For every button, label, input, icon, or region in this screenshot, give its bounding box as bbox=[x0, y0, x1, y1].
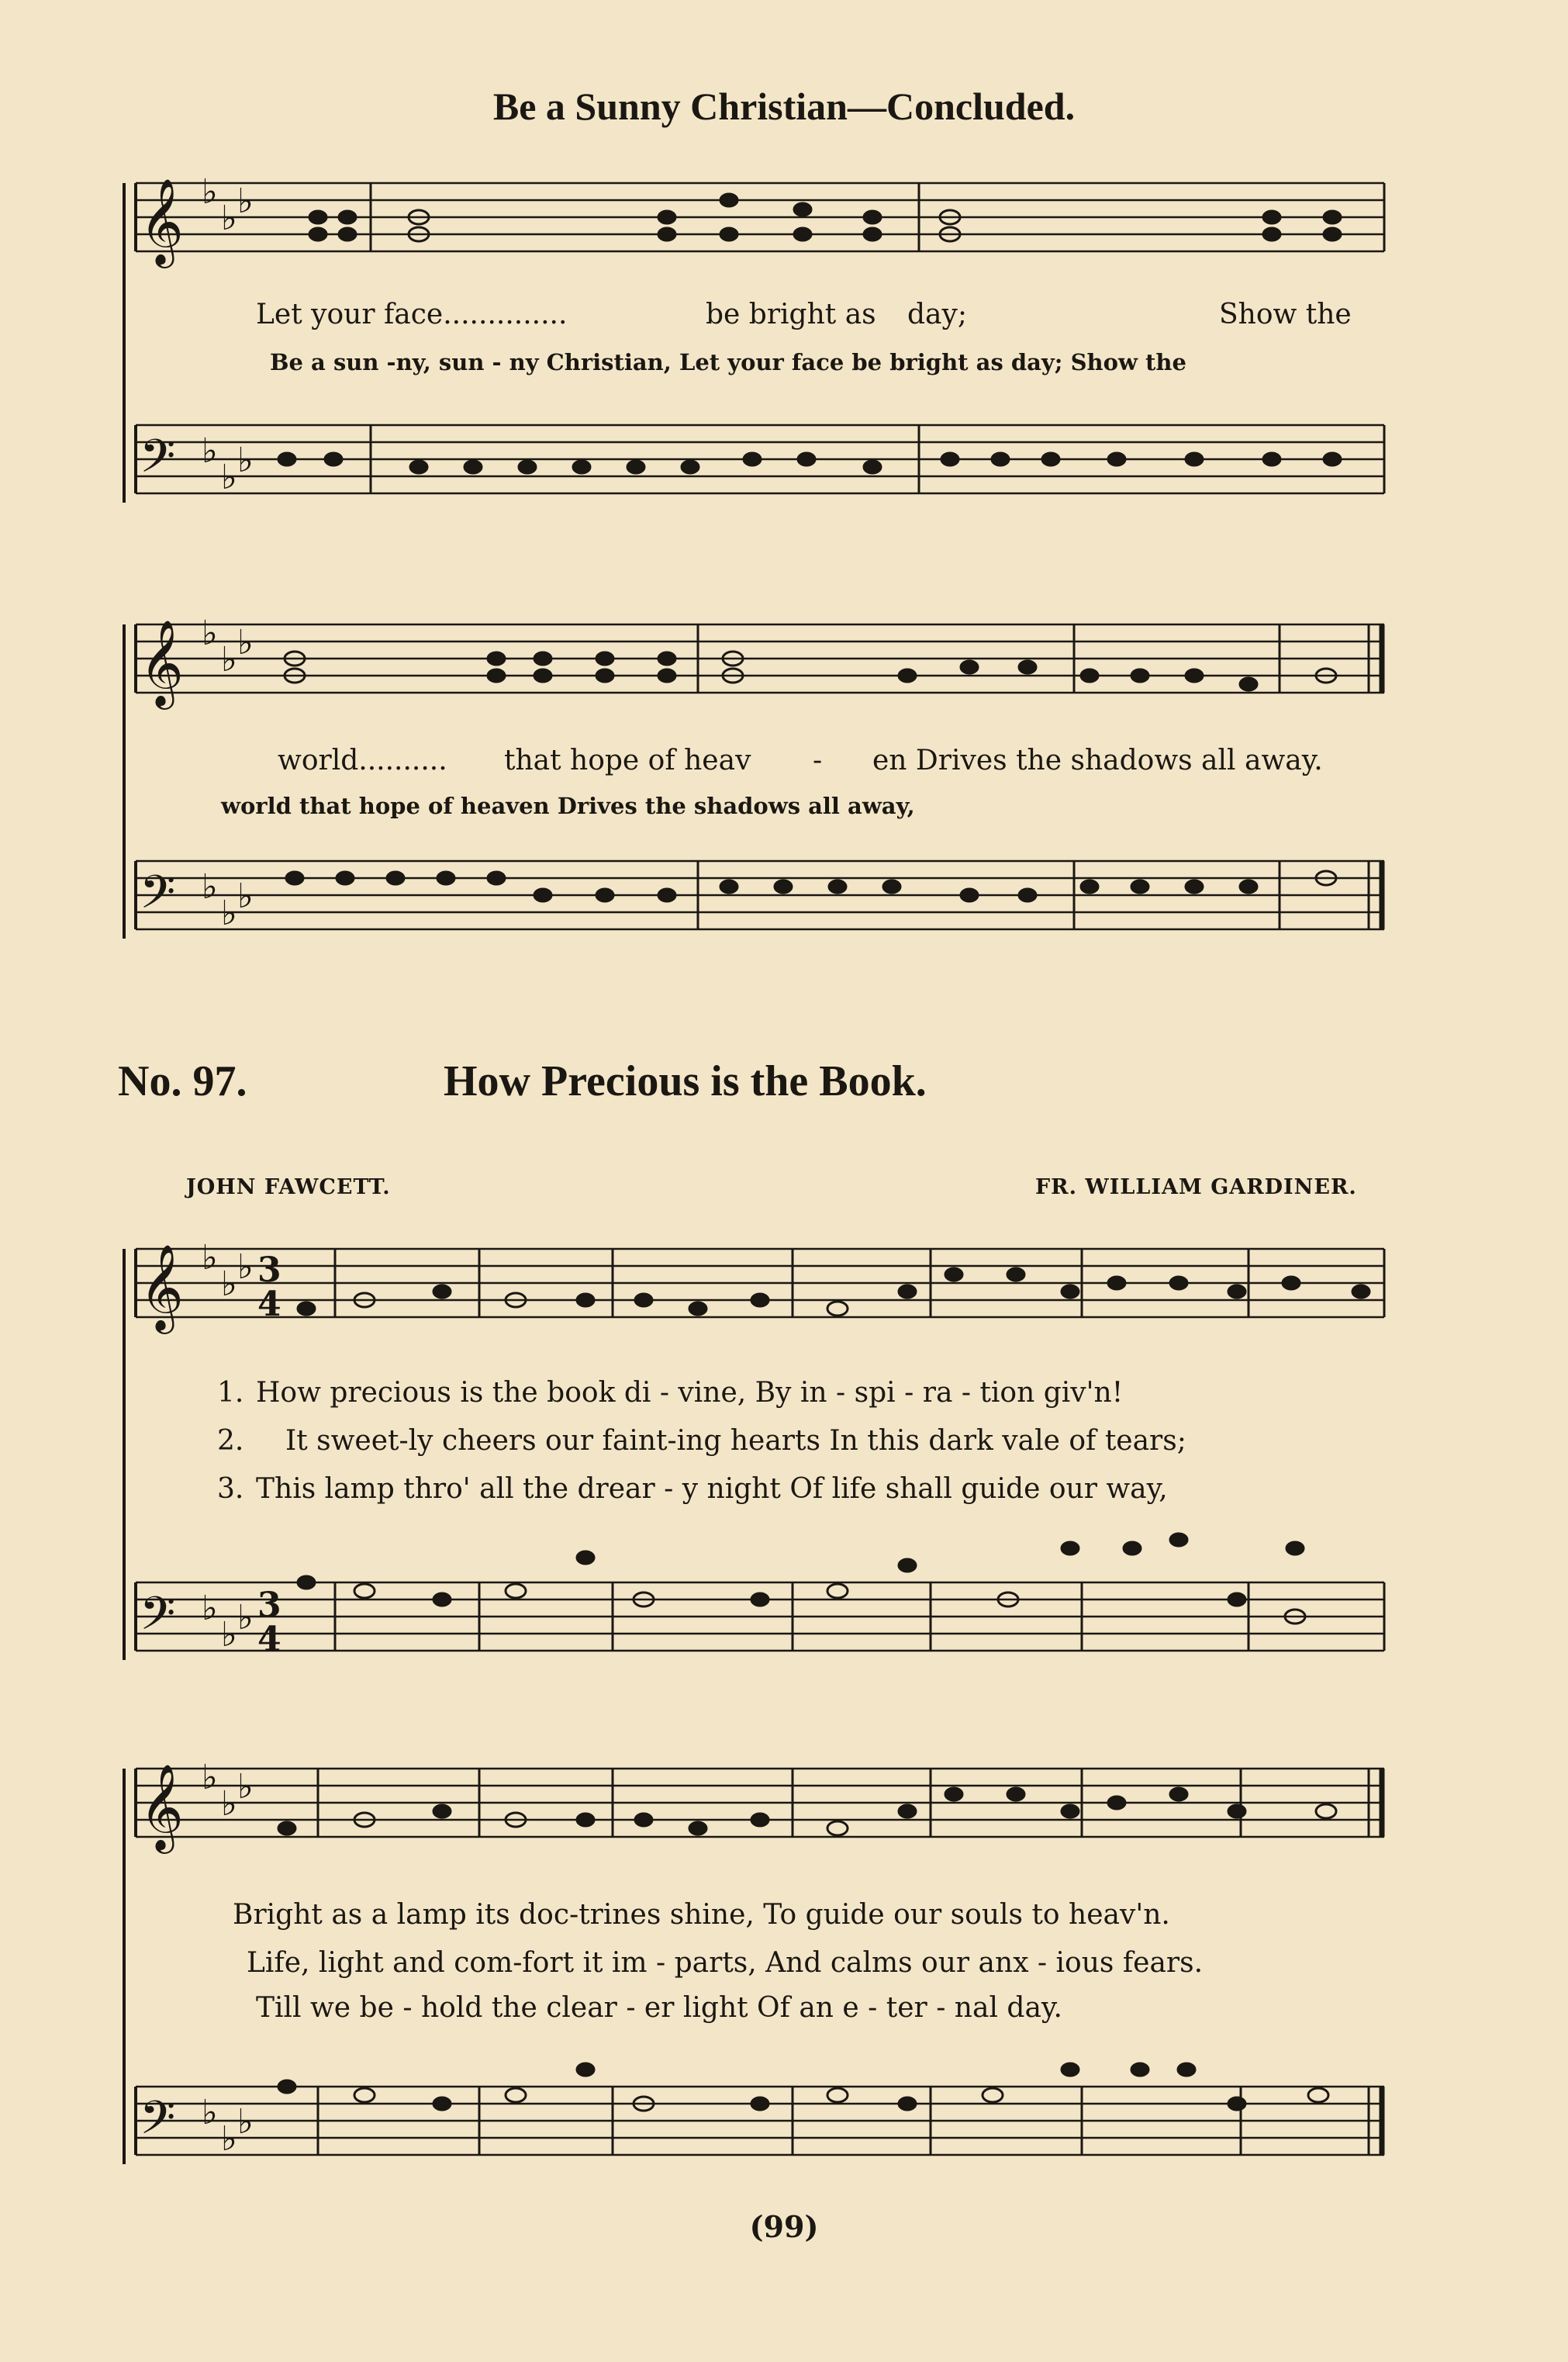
treble-clef-icon: 𝄞 bbox=[140, 1243, 184, 1330]
page-number: (99) bbox=[749, 2209, 819, 2244]
hymn-title: How Precious is the Book. bbox=[444, 1057, 927, 1105]
svg-text:♭: ♭ bbox=[237, 1598, 254, 1637]
lyric-line: Let your face.............. bbox=[256, 299, 568, 330]
lyric-line: day; bbox=[907, 299, 967, 330]
svg-text:♭: ♭ bbox=[221, 1615, 237, 1655]
lyric-line: be bright as bbox=[706, 299, 876, 330]
svg-text:♭: ♭ bbox=[221, 894, 237, 933]
verse-line: Bright as a lamp its doc-trines shine, To guide our souls to heav'n. bbox=[233, 1899, 1170, 1931]
lyric-line: world.......... bbox=[278, 745, 447, 776]
verse-line: How precious is the book di - vine, By in - spi - ra - tion giv'n! bbox=[256, 1377, 1124, 1409]
svg-text:♭: ♭ bbox=[202, 867, 218, 907]
treble-clef-icon: 𝄞 bbox=[140, 1763, 184, 1850]
verse-number: 2. bbox=[217, 1425, 244, 1457]
bass-clef-icon: 𝄢 bbox=[140, 1586, 176, 1651]
verse-number: 1. bbox=[217, 1377, 244, 1409]
svg-text:3: 3 bbox=[257, 1250, 281, 1290]
svg-text:♭: ♭ bbox=[221, 640, 237, 680]
verse-line: This lamp thro' all the drear - y night Of life shall guide our way, bbox=[256, 1473, 1168, 1505]
svg-text:♭: ♭ bbox=[237, 623, 254, 662]
bass-lyric-line: Be a sun -ny, sun - ny Christian, Let your face be bright as day; Show the bbox=[270, 349, 1186, 375]
lyric-line: en Drives the shadows all away. bbox=[872, 745, 1323, 776]
svg-text:3: 3 bbox=[257, 1586, 281, 1625]
svg-text:♭: ♭ bbox=[221, 458, 237, 497]
bass-lyric-line: world that hope of heaven Drives the shadows all away, bbox=[221, 793, 915, 819]
svg-text:4: 4 bbox=[257, 1620, 281, 1659]
verse-line: It sweet-ly cheers our faint-ing hearts In this dark vale of tears; bbox=[285, 1425, 1186, 1457]
svg-text:♭: ♭ bbox=[221, 1784, 237, 1824]
svg-text:♭: ♭ bbox=[221, 2119, 237, 2159]
hymn-number: No. 97. bbox=[118, 1057, 247, 1105]
svg-text:♭: ♭ bbox=[237, 1247, 254, 1287]
lyric-line: Show the bbox=[1219, 299, 1352, 330]
verse-number: 3. bbox=[217, 1473, 244, 1505]
svg-text:♭: ♭ bbox=[237, 1767, 254, 1807]
svg-text:♭: ♭ bbox=[221, 199, 237, 238]
svg-text:♭: ♭ bbox=[237, 441, 254, 480]
lyric-line: that hope of heav bbox=[504, 745, 751, 776]
barlines-a2 bbox=[698, 624, 1382, 929]
svg-text:4: 4 bbox=[257, 1285, 281, 1324]
svg-text:♭: ♭ bbox=[202, 614, 218, 653]
bass-clef-icon: 𝄢 bbox=[140, 429, 176, 494]
verse-line: Till we be - hold the clear - er light Of an e - ter - nal day. bbox=[256, 1992, 1062, 2024]
svg-text:♭: ♭ bbox=[237, 2102, 254, 2142]
bass-staff-a2 bbox=[136, 861, 1384, 929]
svg-text:♭: ♭ bbox=[202, 1238, 218, 1278]
composer-credit: FR. WILLIAM GARDINER. bbox=[1035, 1175, 1357, 1199]
note-heads bbox=[278, 194, 1369, 2111]
lyric-line: - bbox=[813, 745, 823, 776]
svg-text:♭: ♭ bbox=[202, 1589, 218, 1628]
svg-text:♭: ♭ bbox=[237, 182, 254, 221]
treble-clef-icon: 𝄞 bbox=[140, 619, 184, 706]
treble-clef-icon: 𝄞 bbox=[140, 178, 184, 265]
bass-clef-icon: 𝄢 bbox=[140, 865, 176, 930]
verse-line: Life, light and com-fort it im - parts, And calms our anx - ious fears. bbox=[247, 1947, 1204, 1979]
svg-text:♭: ♭ bbox=[202, 2093, 218, 2132]
time-signature bbox=[257, 1250, 281, 1659]
svg-text:♭: ♭ bbox=[221, 1264, 237, 1304]
svg-text:♭: ♭ bbox=[202, 431, 218, 471]
bass-clef-icon: 𝄢 bbox=[140, 2091, 176, 2156]
svg-text:♭: ♭ bbox=[202, 172, 218, 212]
svg-text:♭: ♭ bbox=[237, 877, 254, 916]
key-signature-flats bbox=[202, 172, 254, 2159]
svg-text:♭: ♭ bbox=[202, 1758, 218, 1797]
lyricist-credit: JOHN FAWCETT. bbox=[186, 1175, 391, 1199]
concluded-title: Be a Sunny Christian—Concluded. bbox=[492, 85, 1076, 128]
